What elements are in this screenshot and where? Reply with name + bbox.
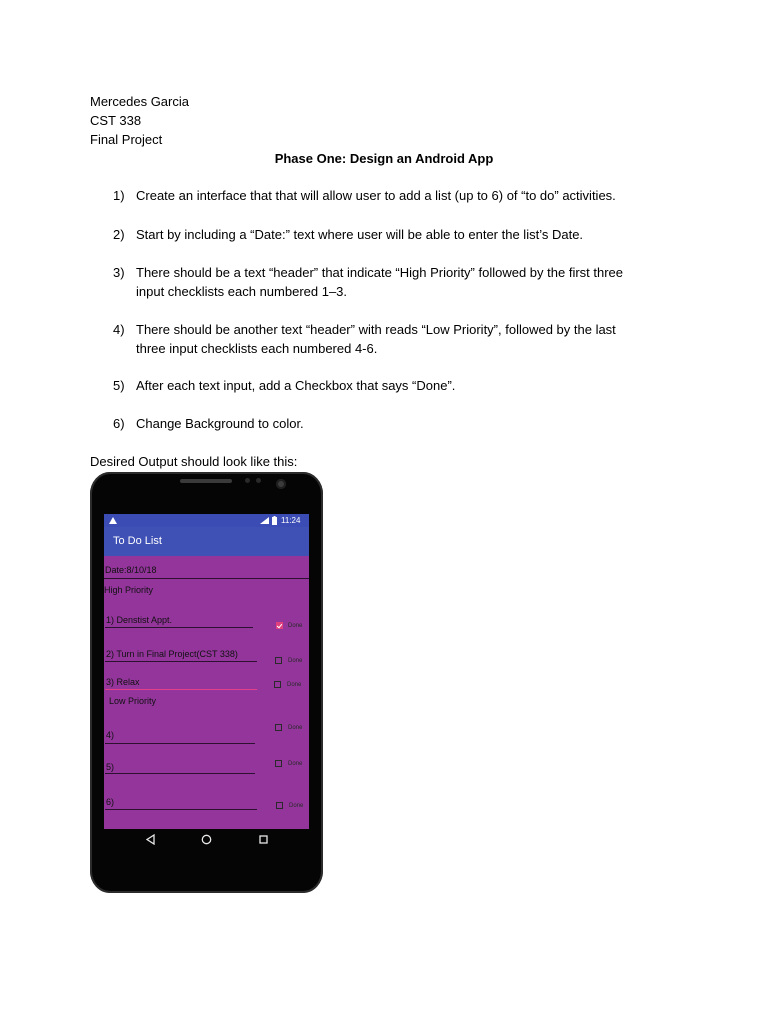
done-checkbox-4[interactable] [275, 724, 282, 731]
input-underline [105, 743, 255, 744]
app-title: To Do List [113, 535, 162, 547]
done-label: Done [289, 803, 304, 809]
status-bar [104, 514, 309, 527]
instruction-number: 2) [113, 227, 125, 242]
phone-mockup [90, 472, 323, 893]
sensor-dot [256, 478, 261, 483]
todo-input-5[interactable]: 5) [106, 762, 115, 772]
speaker-grille [180, 479, 232, 483]
phone-screen [104, 514, 309, 829]
output-caption: Desired Output should look like this: [90, 454, 298, 469]
done-checkbox-3[interactable] [274, 681, 281, 688]
low-priority-header: Low Priority [109, 696, 157, 706]
instruction-text: three input checklists each numbered 4-6. [136, 341, 378, 356]
todo-input-2[interactable]: 2) Turn in Final Project(CST 338) [106, 649, 238, 659]
instruction-number: 4) [113, 322, 125, 337]
instruction-text: input checklists each numbered 1–3. [136, 284, 348, 299]
home-icon[interactable] [201, 834, 212, 845]
input-underline [105, 661, 257, 662]
instruction-text: There should be another text “header” with reads “Low Priority”, followed by the last [136, 322, 616, 337]
done-checkbox-1[interactable] [276, 622, 283, 629]
instruction-text: After each text input, add a Checkbox that says “Done”. [136, 378, 456, 393]
signal-icon [260, 517, 269, 524]
instruction-number: 3) [113, 265, 125, 280]
input-underline [105, 627, 253, 628]
sensor-dot [245, 478, 250, 483]
date-underline [104, 578, 309, 579]
instruction-number: 1) [113, 188, 125, 203]
instruction-number: 5) [113, 378, 125, 393]
app-bar [104, 527, 309, 556]
instruction-text: Create an interface that that will allow user to add a list (up to 6) of “to do” activities. [136, 188, 616, 203]
warning-icon [109, 517, 117, 524]
done-checkbox-6[interactable] [276, 802, 283, 809]
todo-input-3[interactable]: 3) Relax [106, 677, 140, 687]
todo-input-1[interactable]: 1) Denstist Appt. [106, 615, 173, 625]
done-checkbox-5[interactable] [275, 760, 282, 767]
instruction-text: Change Background to color. [136, 416, 304, 431]
recent-apps-icon[interactable] [259, 835, 268, 844]
document-title: Phase One: Design an Android App [274, 151, 494, 166]
status-time: 11:24 [281, 516, 301, 525]
instruction-number: 6) [113, 416, 125, 431]
author-name: Mercedes Garcia [90, 94, 189, 109]
done-label: Done [288, 623, 303, 629]
input-underline [105, 809, 257, 810]
android-nav-bar [104, 829, 309, 851]
done-label: Done [287, 682, 302, 688]
done-label: Done [288, 761, 303, 767]
todo-input-4[interactable]: 4) [106, 730, 115, 740]
todo-input-6[interactable]: 6) [106, 797, 115, 807]
input-underline [105, 689, 257, 690]
back-icon[interactable] [146, 834, 155, 845]
done-label: Done [288, 658, 303, 664]
front-camera-icon [276, 479, 286, 489]
done-checkbox-2[interactable] [275, 657, 282, 664]
project-label: Final Project [90, 132, 163, 147]
input-underline [105, 773, 255, 774]
date-field[interactable]: Date:8/10/18 [105, 565, 157, 575]
instruction-text: There should be a text “header” that indicate “High Priority” followed by the first three [136, 265, 624, 280]
done-label: Done [288, 725, 303, 731]
high-priority-header: High Priority [104, 585, 154, 595]
course-code: CST 338 [90, 113, 142, 128]
battery-icon [272, 516, 277, 525]
instruction-text: Start by including a “Date:” text where user will be able to enter the list’s Date. [136, 227, 584, 242]
